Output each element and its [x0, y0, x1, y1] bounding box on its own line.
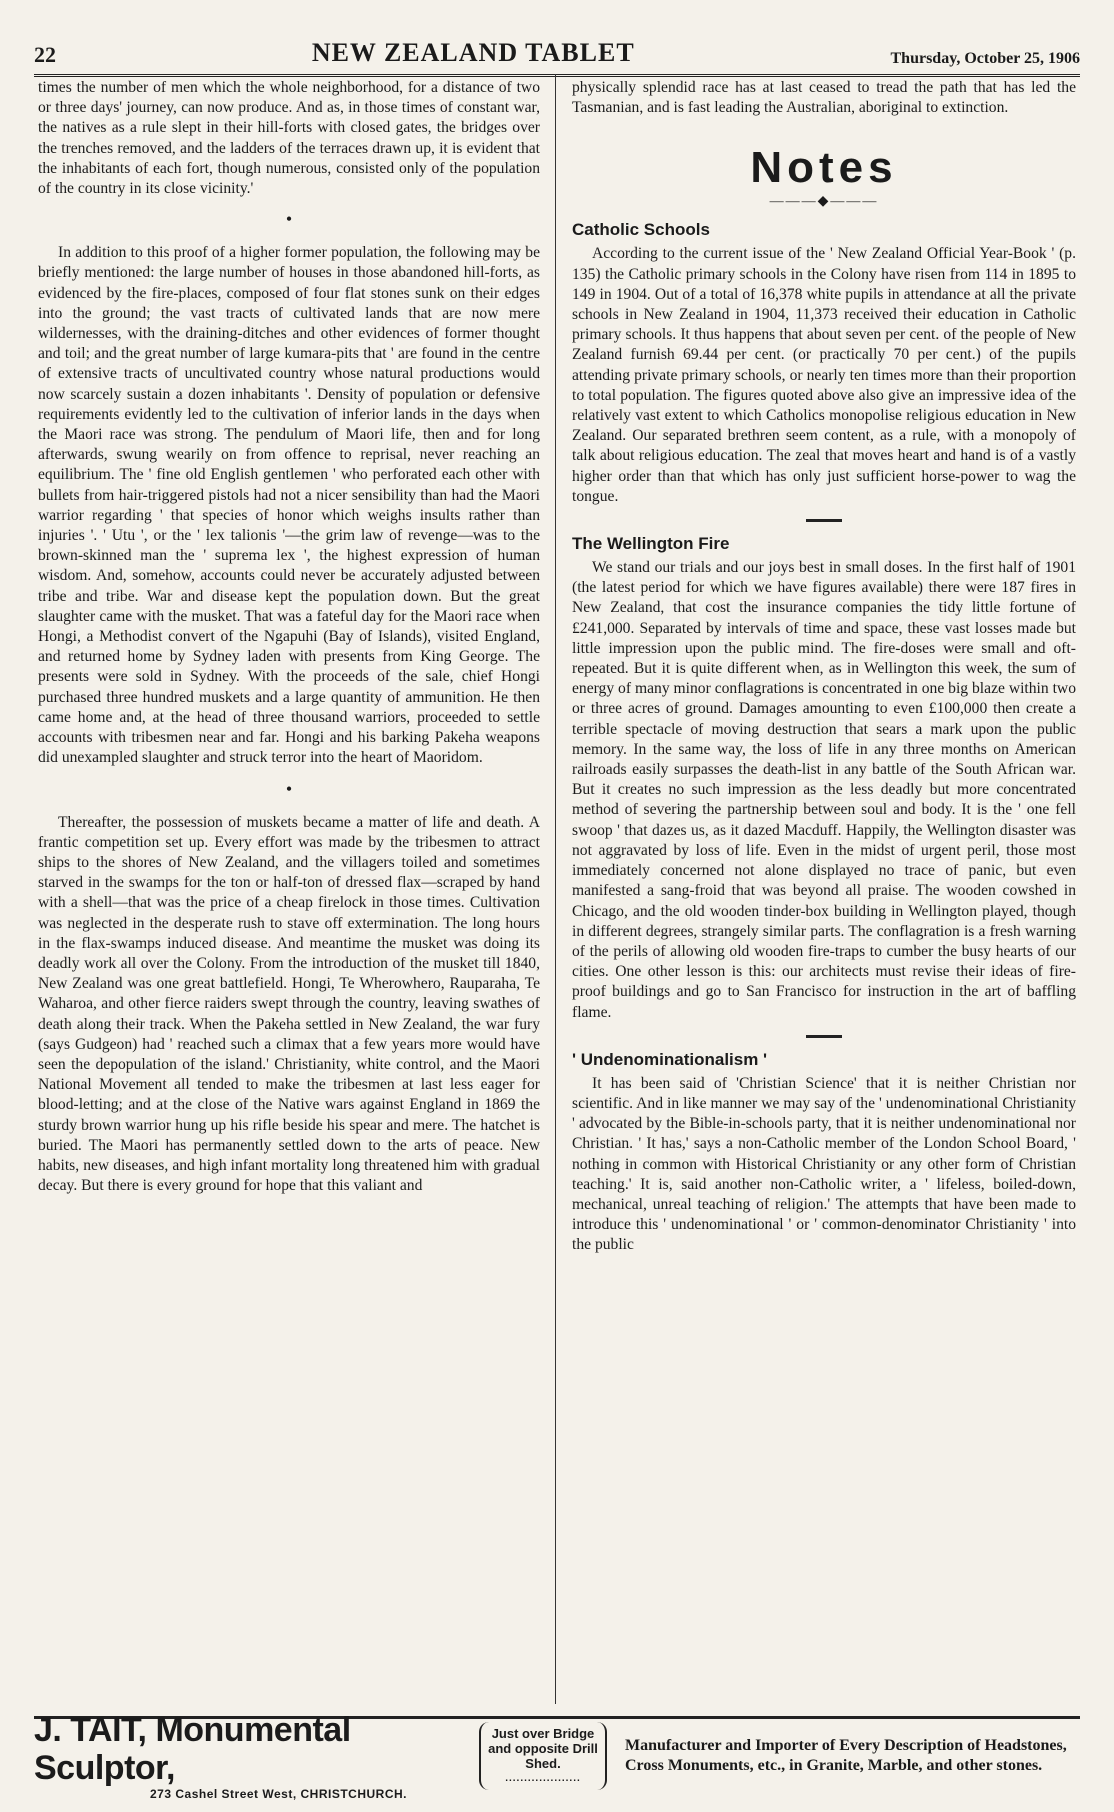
ad-dots: .................... [505, 1773, 581, 1784]
advertisement [34, 1711, 1080, 1801]
column-divider [555, 74, 556, 1704]
section-separator: • [285, 209, 293, 230]
ad-description: Manufacturer and Importer of Every Description of Headstones, Cross Monuments, etc., in Granite, Marble, and other stones. [625, 1737, 1067, 1774]
ad-business [34, 1711, 479, 1801]
section-text-wellington-fire: We stand our trials and our joys best in small doses. In the first half of 1901 (the latest period for which we have figures available) there were 187 fires in New Zealand, that cost the insurance companies the tidy little fortune of £241,000. Separated by intervals of time and space, these vast losses made but little impression upon the public mind. The fire-doses were small and oft-repeated. But it is quite different when, as in Wellington this week, the sum of energy of many minor conflagrations is concentrated in one big blaze within two or three acres of ground. Damages amounting to even £100,000 then create a terrible spectacle of moving destruction that sears a mark upon the public memory. In the same way, the loss of life in any three months on American railroads easily surpasses the death-list in any battle of the South African war. But it creates no such impression as the less deadly but more concentrated method of severing the partnership between soul and body. It is the ' one fell swoop ' that dazes us, as it dazed Macduff. Happily, the Wellington disaster was not aggravated by loss of life. Even in the midst of urgent peril, those most immediately concerned not alone displayed no trace of panic, but even manifested a sang-froid that was beyond all praise. The wooden cowshed in Chicago, and the old wooden tinder-box building in Wellington played, though in different degrees, strangely similar parts. The conflagration is a fresh warning of the perils of allowing old wooden fire-traps to cumber the busy hearts of our cities. One other lesson is this: our architects must revise their ideas of fire-proof buildings and go to San Francisco for instruction in the art of baffling flame. [572, 559, 1076, 1021]
section-heading-undenominationalism: ' Undenominationalism ' [572, 1049, 768, 1069]
section-text-undenominationalism: It has been said of 'Christian Science' that it is neither Christian nor scientific. And in like manner we may say of the ' undenominational Christianity ' advocated by the Bible-in-schools party, that it is neither undenominational nor Christian. ' It has,' says a non-Catholic member of the London School Board, ' nothing in common with Historical Christianity or any other form of Christian teaching.' It is, said another non-Catholic writer, a ' lifeless, boiled-down, mechanical, unreal teaching of religion.' The attempts that have been made to introduce this ' undenominational ' or ' common-denominator Christianity ' into the public [572, 1074, 1076, 1254]
left-column [38, 78, 540, 1698]
article-paragraph: times the number of men which the whole neighborhood, for a distance of two or three days' journey, can now produce. And as, in those times of constant war, the natives as a rule slept in their hill-forts with closed gates, the bridges over the trenches removed, and the ladders of the terraces drawn up, it is evident that the inhabitants of each fort, though numerous, consisted only of the population of the country in its close vicinity.' [38, 79, 540, 198]
section-separator: • [285, 778, 293, 799]
article-paragraph: physically splendid race has at last ceased to tread the path that has led the Tasmanian, and is fast leading the Australian, aboriginal to extinction. [572, 79, 1076, 117]
issue-date: Thursday, October 25, 1906 [890, 50, 1080, 67]
masthead [34, 22, 1080, 77]
ad-location-box [479, 1722, 607, 1790]
paper-title: NEW ZEALAND TABLET [311, 38, 635, 67]
section-text-catholic-schools: According to the current issue of the ' New Zealand Official Year-Book ' (p. 135) the Catholic primary schools in the Colony have risen from 114 in 1895 to 149 in 1904. Out of a total of 16,378 white pupils in attendance at all the private schools in New Zealand in 1904, 11,373 received their education in Catholic primary schools. It thus happens that about seven per cent. of the people of New Zealand furnish 69.44 per cent. (or practically 70 per cent.) of the pupils attending private primary schools, or nearly ten times more than their proportion to total population. The figures quoted above also give an impressive idea of the relatively vast extent to which Catholics monopolise religious education in New Zealand. Our separated brethren seem content, as a rule, with a monopoly of talk about religious education. The zeal that moves heart and hand is of a vastly higher order than that which has only just sufficient horse-power to wag the tongue. [572, 245, 1076, 505]
section-heading-catholic-schools: Catholic Schools [572, 220, 710, 240]
ad-business-name: J. TAIT, Monumental Sculptor, [34, 1711, 351, 1787]
notes-heading: Notes [750, 143, 898, 193]
section-rule [806, 519, 842, 522]
notes-ornament: ———◆——— [769, 194, 879, 210]
ad-location-note: Just over Bridge and opposite Drill Shed. [488, 1726, 598, 1771]
ad-address: 273 Cashel Street West, CHRISTCHURCH. [150, 1787, 408, 1801]
right-column [572, 78, 1076, 1698]
section-heading-wellington-fire: The Wellington Fire [572, 534, 730, 554]
article-paragraph: In addition to this proof of a higher former population, the following may be briefly mentioned: the large number of houses in those abandoned hill-forts, as evidenced by the fire-places, composed of four flat stones sunk on their edges into the ground; the vast tracts of cultivated lands that are now mere wildernesses, with the draining-ditches and other evidences of former thought and toil; and the great number of large kumara-pits that ' are found in the centre of extensive tracts of uncultivated country whose natural productions would now scarcely sustain a dozen inhabitants '. Density of population or defensive requirements evidently led to the cultivation of inferior lands in the days when the Maori race was strong. The pendulum of Maori life, then and for long afterwards, swung wearily on from offence to reprisal, never reaching an equilibrium. The ' fine old English gentlemen ' who perforated each other with bullets from hair-triggered pistols had not a nicer sensibility than had the Maori warrior regarding ' that species of honor which weighs insults rather than injuries '. ' Utu ', or the ' lex talionis '—the grim law of revenge—was to the brown-skinned man the ' suprema lex ', the highest expression of human wisdom. And, somehow, accounts could never be accurately adjusted between tribe and tribe. War and disease kept the population down. But the great slaughter came with the musket. That was a fateful day for the Maori race when Hongi, a Methodist convert of the Ngapuhi (Bay of Islands), visited England, and returned home by Sydney laden with presents from King George. The presents were sold in Sydney. With the proceeds of the sale, chief Hongi purchased three hundred muskets and a large quantity of ammunition. He then came home and, at the head of three thousand warriors, proceeded to settle accounts with tribesmen near and far. Hongi and his barking Pakeha weapons did unexampled slaughter and struck terror into the heart of Maoridom. [38, 244, 540, 767]
article-paragraph: Thereafter, the possession of muskets became a matter of life and death. A frantic competition set up. Every effort was made by the tribesmen to attract ships to the shores of New Zealand, and the villagers toiled and sometimes starved in the swamps for the ton or half-ton of dressed flax—scraped by hand with a shell—that was the price of a cheap firelock in those times. Cultivation was neglected in the desperate rush to stave off extermination. The long hours in the flax-swamps induced disease. And meantime the musket was doing its deadly work all over the Colony. From the introduction of the musket till 1840, New Zealand was one great battlefield. Hongi, Te Wherowhero, Rauparaha, Te Waharoa, and other fierce raiders swept through the country, leaving swathes of death along their track. When the Pakeha settled in New Zealand, the war fury (says Gudgeon) had ' reached such a climax that a few years more would have seen the depopulation of the island.' Christianity, white control, and the Maori National Movement all tended to make the tribesmen at last less eager for blood-letting; and at the close of the Native wars against England in 1869 the sturdy brown warrior hung up his rifle beside his spear and mere. The hatchet is buried. The Maori has permanently settled down to the arts of peace. New habits, new diseases, and high infant mortality long threatened him with gradual decay. But there is every ground for hope that this valiant and [38, 813, 540, 1195]
section-rule [806, 1035, 842, 1038]
page-number: 22 [34, 42, 56, 67]
